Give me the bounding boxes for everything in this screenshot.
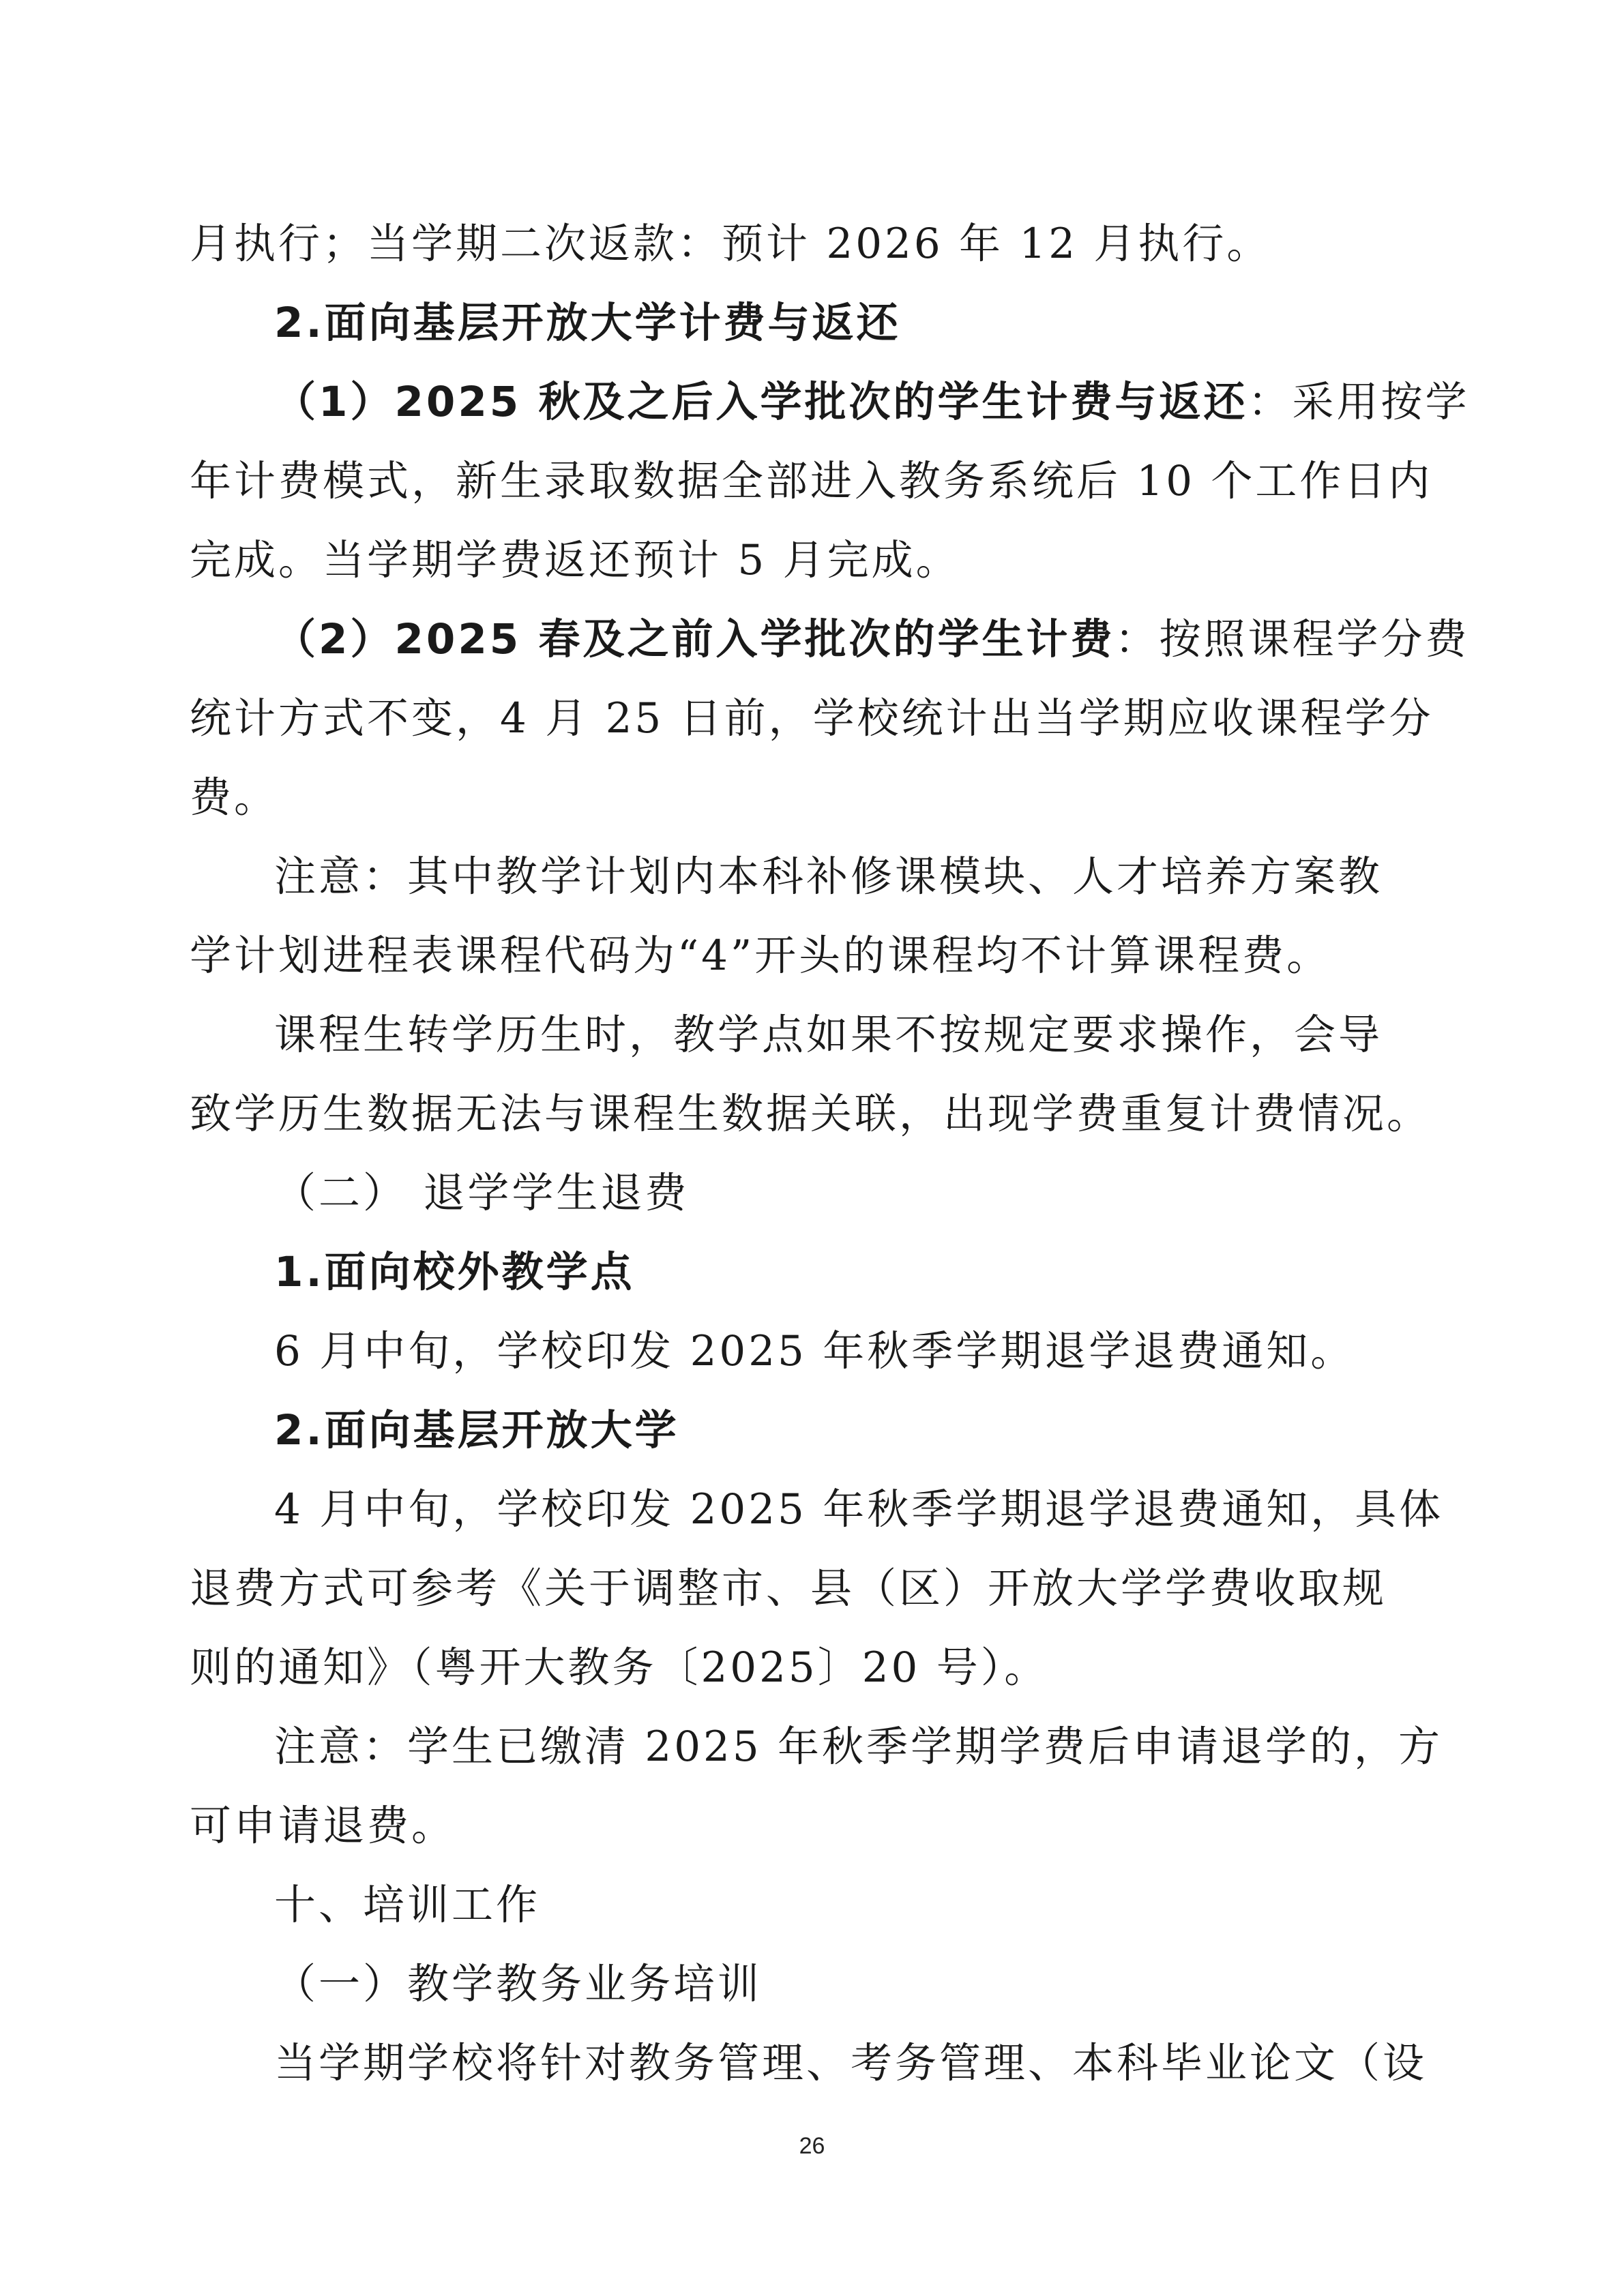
subsection-heading: （2）2025 春及之前入学批次的学生计费 <box>274 615 1115 664</box>
paragraph-line: 4 月中旬，学校印发 2025 年秋季学期退学退费通知，具体 <box>274 1485 1444 1534</box>
paragraph-line: 注意：其中教学计划内本科补修课模块、人才培养方案教 <box>274 852 1383 901</box>
paragraph-line: 6 月中旬，学校印发 2025 年秋季学期退学退费通知。 <box>274 1327 1355 1375</box>
paragraph-line: 注意：学生已缴清 2025 年秋季学期学费后申请退学的，方 <box>274 1723 1443 1771</box>
document-body <box>190 205 1470 2103</box>
paragraph-text: ：按照课程学分费 <box>1114 615 1470 664</box>
section-heading: 1.面向校外教学点 <box>274 1248 635 1296</box>
paragraph-line: 退费方式可参考《关于调整市、县（区）开放大学学费收取规 <box>190 1564 1387 1613</box>
paragraph-line: 统计方式不变，4 月 25 日前，学校统计出当学期应收课程学分 <box>190 694 1434 743</box>
section-heading: 2.面向基层开放大学计费与返还 <box>274 299 901 347</box>
paragraph-line: 则的通知》（粤开大教务〔2025〕20 号）。 <box>190 1643 1049 1692</box>
page-number: 26 <box>799 2133 825 2159</box>
paragraph-line: 年计费模式，新生录取数据全部进入教务系统后 10 个工作日内 <box>190 457 1433 505</box>
paragraph-line: 致学历生数据无法与课程生数据关联，出现学费重复计费情况。 <box>190 1090 1432 1138</box>
paragraph-line: 费。 <box>190 773 279 822</box>
chapter-heading: 十、培训工作 <box>274 1881 541 1929</box>
paragraph-line <box>190 363 1470 442</box>
paragraph-line: 课程生转学历生时，教学点如果不按规定要求操作，会导 <box>274 1011 1383 1059</box>
paragraph-text: ：采用按学 <box>1247 378 1470 426</box>
paragraph-line: 可申请退费。 <box>190 1802 456 1850</box>
paragraph-line: 当学期学校将针对教务管理、考务管理、本科毕业论文（设 <box>274 2039 1428 2087</box>
subsection-heading: （1）2025 秋及之后入学批次的学生计费与返还 <box>274 378 1248 426</box>
paragraph-line <box>190 600 1470 679</box>
paragraph-line: 月执行；当学期二次返款：预计 2026 年 12 月执行。 <box>190 220 1271 268</box>
section-heading: （二） 退学学生退费 <box>274 1169 690 1217</box>
section-heading: （一）教学教务业务培训 <box>274 1960 763 2008</box>
paragraph-line: 学计划进程表课程代码为“4”开头的课程均不计算课程费。 <box>190 931 1331 980</box>
paragraph-line: 完成。当学期学费返还预计 5 月完成。 <box>190 536 960 584</box>
section-heading: 2.面向基层开放大学 <box>274 1406 679 1455</box>
